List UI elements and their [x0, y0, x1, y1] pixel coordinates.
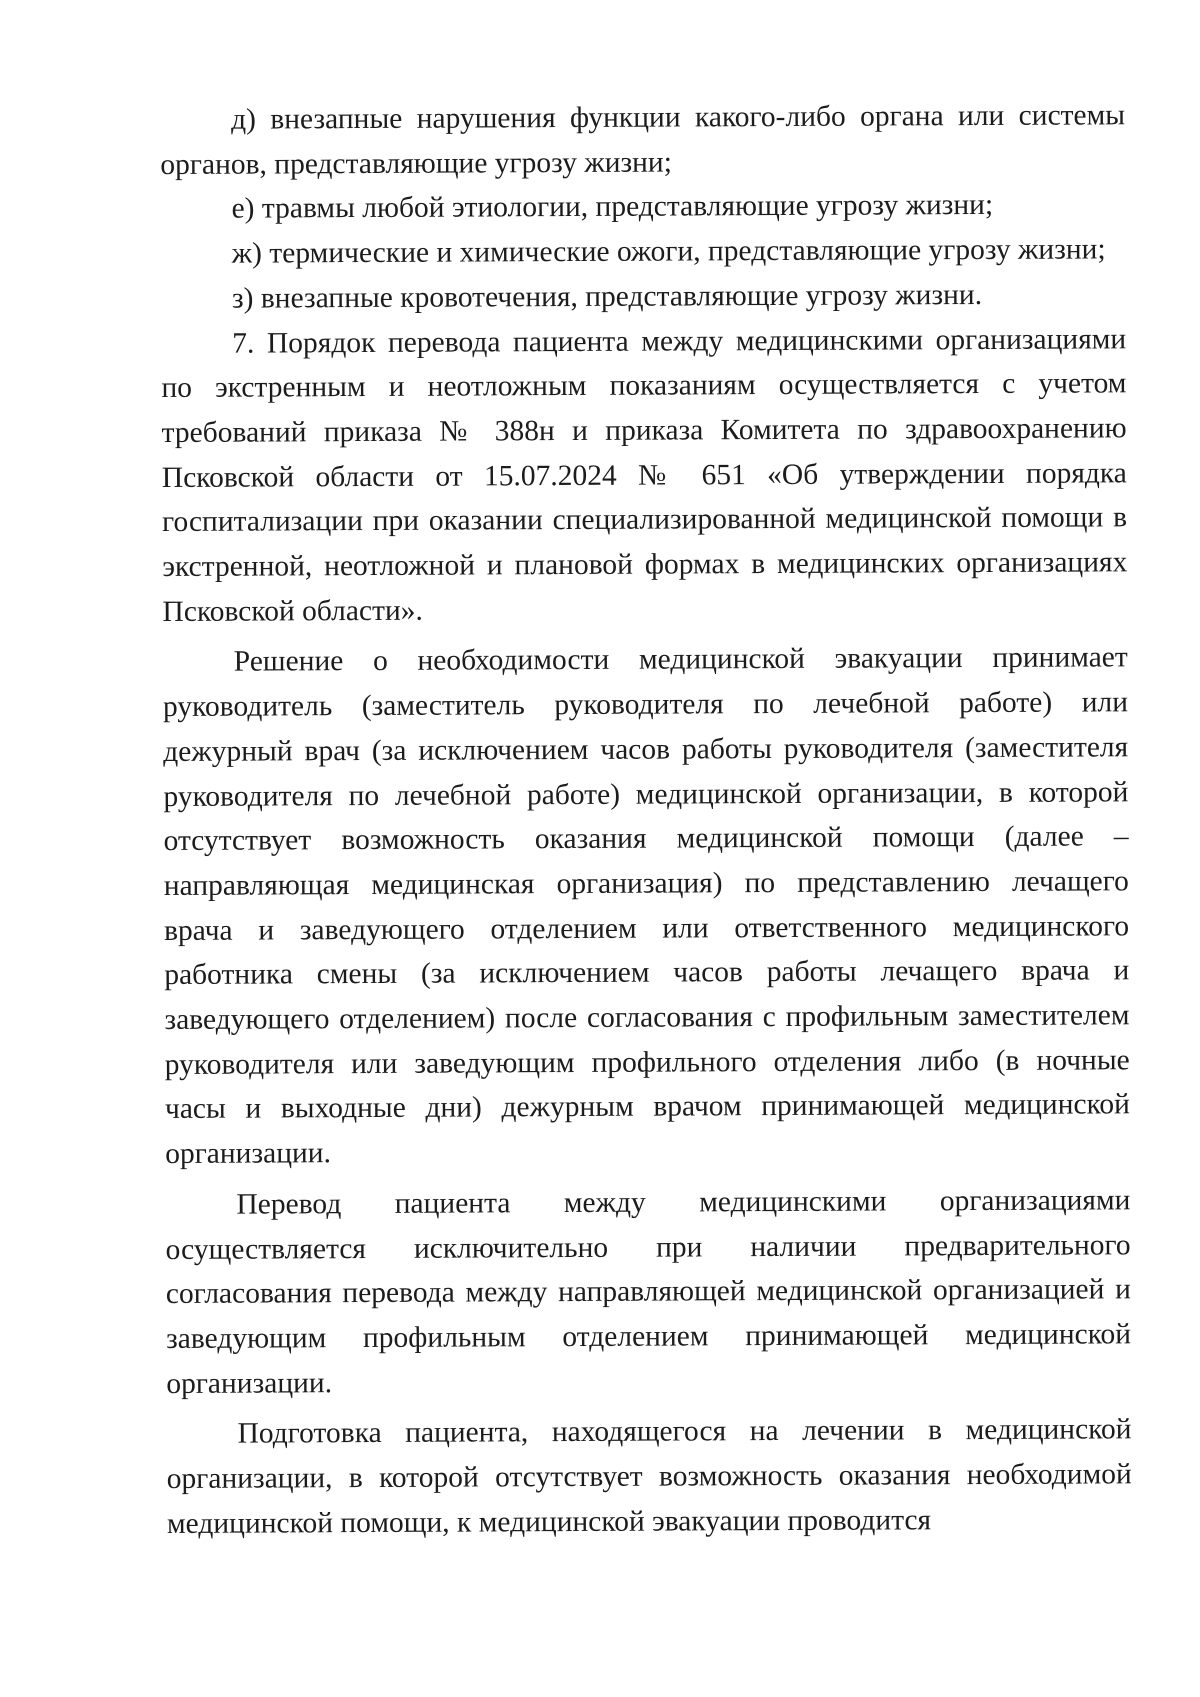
- paragraph-evacuation-decision: Решение о необходимости медицинской эвакуации принимает руководитель (заместитель руководителя по лечебной работе) или дежурный врач (за исключением часов работы руководителя (заместителя руководителя по лечебной работе) медицинской организации, в которой отсутствует возможность оказания медицинской помощи (далее – направляющая медицинская организация) по представлению лечащего врача и заведующего отделением или ответственного медицинского работника смены (за исключением часов работы лечащего врача и заведующего отделением) после согласования с профильным заместителем руководителя или заведующим профильного отделения либо (в ночные часы и выходные дни) дежурным врачом принимающей медицинской организации.: [162, 641, 1131, 1171]
- paragraph-item-z: з) внезапные кровотечения, представляющие угрозу жизни.: [231, 278, 983, 315]
- paragraph-patient-preparation: Подготовка пациента, находящегося на лечении в медицинской организации, в которой отсутствует возможность оказания необходимой медицинской помощи, к медицинской эвакуации проводится: [166, 1413, 1132, 1540]
- document-body: [160, 93, 1132, 1546]
- paragraph-transfer-approval: Перевод пациента между медицинскими организациями осуществляется исключительно при наличии предварительного согласования перевода между направляющей медицинской организацией и заведующим профильным отделением принимающей медицинской организации.: [165, 1184, 1132, 1400]
- paragraph-item-d: д) внезапные нарушения функции какого-либо органа или системы органов, представляющие угрозу жизни;: [160, 99, 1126, 181]
- paragraph-item-zh: ж) термические и химические ожоги, представляющие угрозу жизни;: [231, 233, 1106, 270]
- paragraph-clause-7: 7. Порядок перевода пациента между медицинскими организациями по экстренным и неотложным показаниям осуществляется с учетом требований приказа № 388н и приказа Комитета по здравоохранению Псковской области от 15.07.2024 № 651 «Об утверждении порядка госпитализации при оказании специализированной медицинской помощи в экстренной, неотложной и плановой формах в медицинских организациях Псковской области».: [161, 322, 1128, 628]
- paragraph-item-e: е) травмы любой этиологии, представляющие угрозу жизни;: [231, 189, 994, 226]
